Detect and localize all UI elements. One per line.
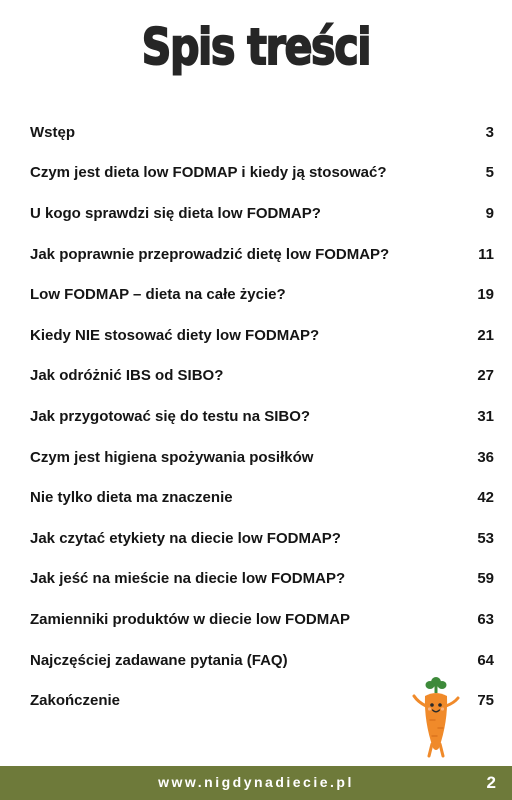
table-of-contents [30,112,494,721]
toc-entry-title: Kiedy NIE stosować diety low FODMAP? [30,326,320,344]
toc-entry[interactable] [30,112,494,153]
footer-bar [0,766,512,800]
toc-entry[interactable] [30,193,494,234]
footer-url-link[interactable]: www.nigdynadiecie.pl [158,774,354,790]
toc-entry-title: Zamienniki produktów w diecie low FODMAP [30,610,351,628]
toc-entry-page: 59 [477,570,494,588]
toc-entry[interactable] [30,153,494,194]
toc-entry[interactable] [30,315,494,356]
toc-entry-title: Jak przygotować się do testu na SIBO? [30,407,311,425]
toc-entry-page: 19 [477,286,494,304]
toc-entry-title: Nie tylko dieta ma znaczenie [30,489,233,507]
toc-entry-title: Czym jest higiena spożywania posiłków [30,448,314,466]
toc-entry[interactable] [30,234,494,275]
toc-entry[interactable] [30,599,494,640]
toc-entry[interactable] [30,477,494,518]
toc-entry-title: Czym jest dieta low FODMAP i kiedy ją stosować? [30,164,387,182]
toc-entry-page: 9 [485,204,494,222]
toc-entry-page: 11 [478,245,494,263]
toc-entry-title: Jak jeść na mieście na diecie low FODMAP? [30,570,346,588]
carrot-mascot-icon [408,676,464,760]
toc-entry-page: 31 [477,407,494,425]
toc-entry-title: Jak odróżnić IBS od SIBO? [30,367,224,385]
toc-entry-page: 27 [477,367,494,385]
toc-entry-page: 36 [477,448,494,466]
toc-entry-page: 5 [485,164,494,182]
toc-entry-page: 75 [477,692,494,710]
toc-entry-page: 64 [477,651,494,669]
toc-entry-title: Low FODMAP – dieta na całe życie? [30,286,286,304]
toc-entry[interactable] [30,640,494,681]
toc-entry[interactable] [30,356,494,397]
page-title: Spis treści [141,18,371,76]
toc-entry-page: 21 [477,326,494,344]
toc-entry-page: 42 [477,489,494,507]
toc-entry-title: U kogo sprawdzi się dieta low FODMAP? [30,204,321,222]
toc-entry[interactable] [30,396,494,437]
toc-entry-page: 63 [477,610,494,628]
toc-entry-title: Jak czytać etykiety na diecie low FODMAP? [30,529,341,547]
toc-entry-page: 53 [477,529,494,547]
toc-entry-title: Wstęp [30,123,75,141]
toc-entry[interactable] [30,518,494,559]
page-number: 2 [486,773,496,792]
toc-entry-page: 3 [485,123,494,141]
toc-entry-title: Jak poprawnie przeprowadzić dietę low FODMAP? [30,245,390,263]
toc-entry[interactable] [30,559,494,600]
toc-entry-title: Najczęściej zadawane pytania (FAQ) [30,651,288,669]
toc-entry-title: Zakończenie [30,692,121,710]
toc-entry[interactable] [30,274,494,315]
toc-entry[interactable] [30,437,494,478]
